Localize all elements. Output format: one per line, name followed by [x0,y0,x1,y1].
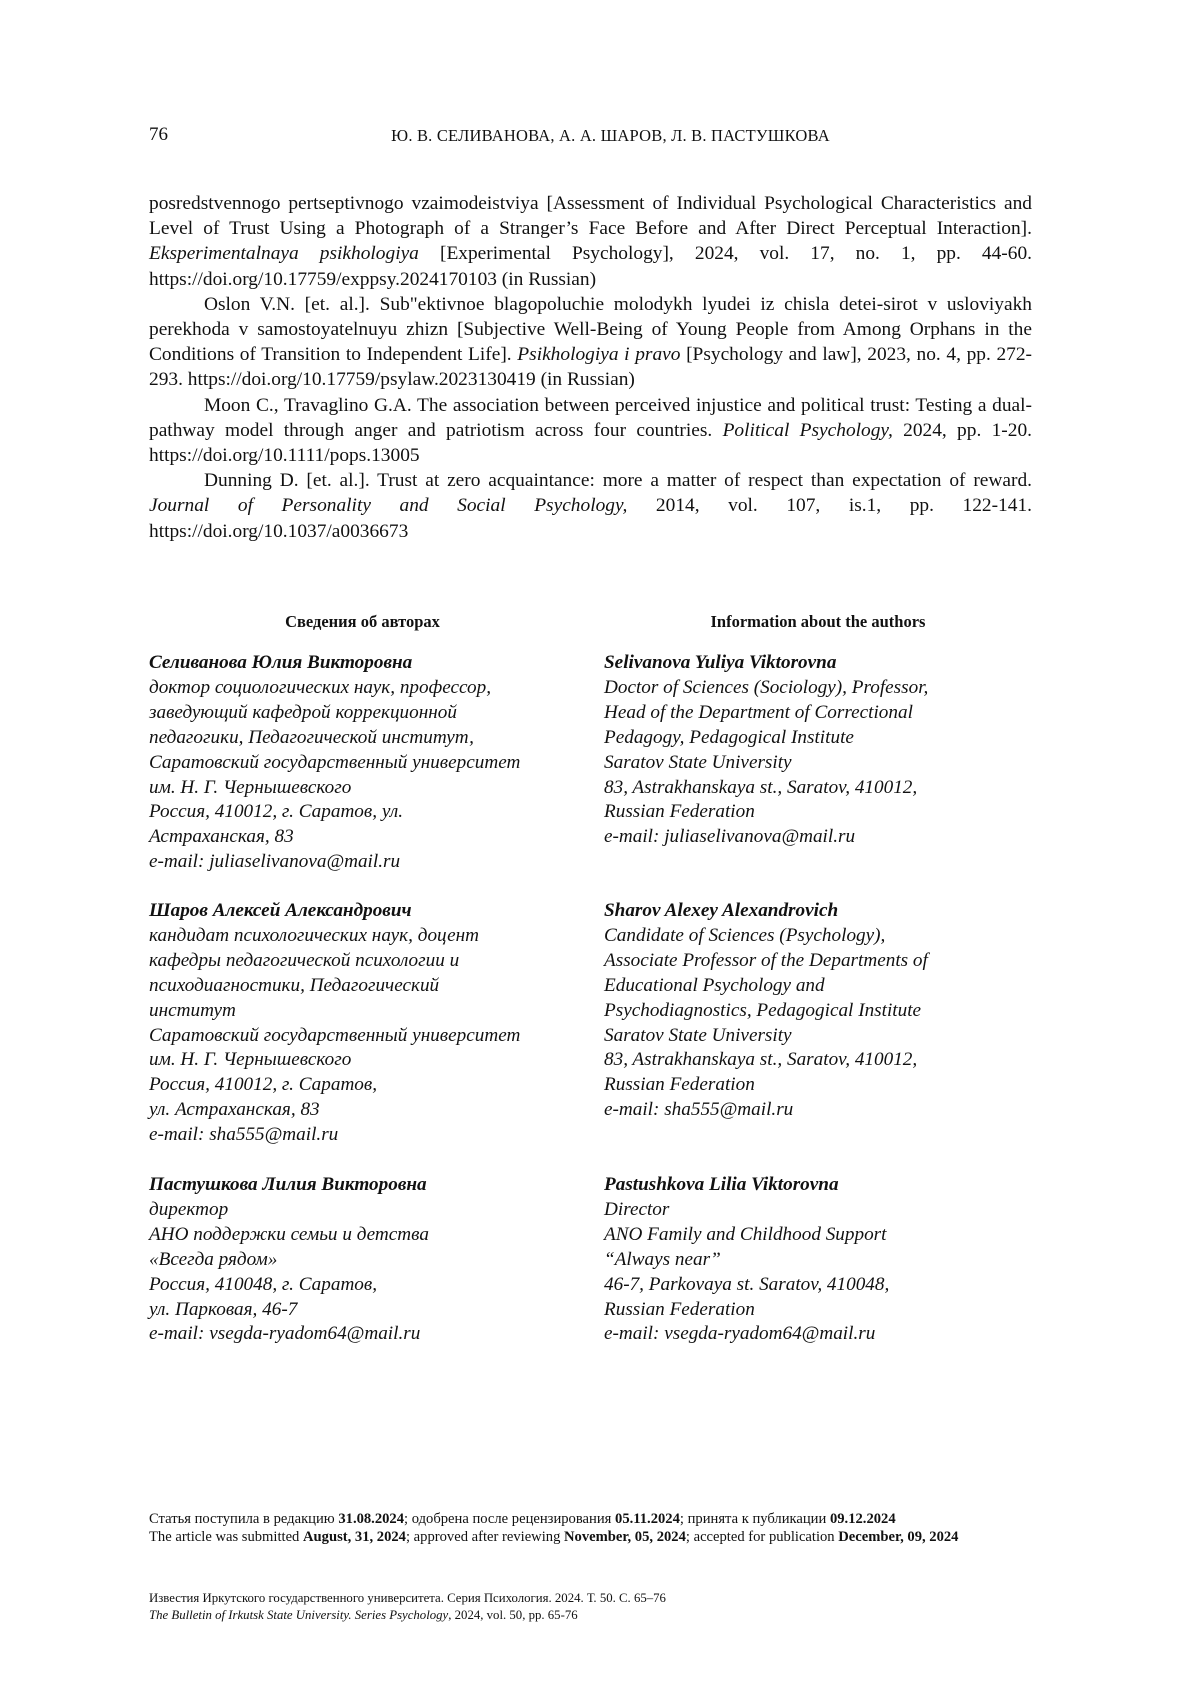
author-card-ru: Пастушкова Лилия Викторовна директор АНО поддержки семьи и детства «Всегда рядом» Россия, 410048, г. Саратов, ул. Парковая, 46-7 e-mail: vsegda-ryadom64@mail.ru [149,1173,429,1347]
author-email: e-mail: juliaselivanova@mail.ru [604,826,856,848]
author-email: e-mail: sha555@mail.ru [149,1124,339,1146]
journal-info-ru: Известия Иркутского государственного университета. Серия Психология. 2024. Т. 50. С. 65–76 [149,1591,666,1605]
reference-item: Oslon V.N. [et. al.]. Sub"ektivnoe blagopoluchie molodykh lyudei iz chisla detei-sirot v usloviyakh perekhoda v samostoyatelnuyu zhizn [Subjective Well-Being of Young People from Among Orphans in the Conditions of Transition to Independent Life]. Psikhologiya i pravo [Psychology and law], 2023, no. 4, pp. 272-293. https://doi.org/10.17759/psylaw.2023130419 (in Russian) [149,293,1032,391]
journal-title: Journal of Personality and Social Psychology, [149,495,628,517]
author-email: e-mail: juliaselivanova@mail.ru [149,851,401,873]
author-email: e-mail: vsegda-ryadom64@mail.ru [604,1323,876,1345]
journal-info [149,1590,1032,1623]
author-name: Пастушкова Лилия Викторовна [149,1174,427,1195]
author-card-ru: Селиванова Юлия Викторовна доктор социологических наук, профессор, заведующий кафедрой коррекционной педагогики, Педагогической институт, Саратовский государственный университет им. Н. Г. Чернышевского Россия, 410012, г. Саратов, ул. Астраханская, 83 e-mail: juliaselivanova@mail.ru [149,651,520,875]
author-name: Шаров Алексей Александрович [149,900,412,921]
reference-item: Dunning D. [et. al.]. Trust at zero acquaintance: more a matter of respect than expectation of reward. Journal of Personality and Social Psychology, 2014, vol. 107, is.1, pp. 122-141. https://doi.org/10.1037/a0036673 [149,470,1032,542]
journal-title: Psikhologiya i pravo [517,344,681,366]
submission-dates [149,1510,1032,1547]
journal-title: Political Psychology, [722,419,893,441]
author-name: Селиванова Юлия Викторовна [149,652,413,673]
authors-heading-en: Information about the authors [710,612,926,631]
author-email: e-mail: sha555@mail.ru [604,1099,794,1121]
submission-ru: Статья поступила в редакцию 31.08.2024; одобрена после рецензирования 05.11.2024; принята к публикации 09.12.2024 [149,1511,896,1527]
submission-en: The article was submitted August, 31, 2024; approved after reviewing November, 05, 2024; accepted for publication December, 09, 2024 [149,1529,959,1546]
author-card-en: Sharov Alexey Alexandrovich Candidate of Sciences (Psychology), Associate Professor of the Departments of Educational Psychology and Psychodiagnostics, Pedagogical Institute Saratov State University 83, Astrakhanskaya st., Saratov, 410012, Russian Federation e-mail: sha555@mail.ru [604,899,928,1123]
journal-title: Eksperimentalnaya psikhologiya [149,243,419,265]
author-name: Selivanova Yuliya Viktorovna [604,652,837,673]
authors-heading-ru: Сведения об авторах [285,612,440,631]
author-card-en: Pastushkova Lilia Viktorovna Director ANO Family and Childhood Support “Always near” 46-7, Parkovaya st. Saratov, 410048, Russian Federation e-mail: vsegda-ryadom64@mail.ru [604,1173,889,1347]
author-name: Pastushkova Lilia Viktorovna [604,1174,839,1195]
references-list [149,191,1032,544]
reference-item: posredstvennogo pertseptivnogo vzaimodeistviya [Assessment of Individual Psychological Characteristics and Level of Trust Using a Photograph of a Stranger’s Face Before and After Direct Perceptual Interaction]. Eksperimentalnaya psikhologiya [Experimental Psychology], 2024, vol. 17, no. 1, pp. 44-60. https://doi.org/10.17759/exppsy.2024170103 (in Russian) [149,193,1033,290]
author-email: e-mail: vsegda-ryadom64@mail.ru [149,1323,421,1345]
running-title: Ю. В. СЕЛИВАНОВА, А. А. ШАРОВ, Л. В. ПАСТУШКОВА [391,126,830,145]
author-name: Sharov Alexey Alexandrovich [604,900,839,921]
author-card-ru: Шаров Алексей Александрович кандидат психологических наук, доцент кафедры педагогической психологии и психодиагностики, Педагогический институт Саратовский государственный университет им. Н. Г. Чернышевского Россия, 410012, г. Саратов, ул. Астраханская, 83 e-mail: sha555@mail.ru [149,899,520,1148]
author-card-en: Selivanova Yuliya Viktorovna Doctor of Sciences (Sociology), Professor, Head of the Department of Correctional Pedagogy, Pedagogical Institute Saratov State University 83, Astrakhanskaya st., Saratov, 410012, Russian Federation e-mail: juliaselivanova@mail.ru [604,651,928,850]
page-header [149,124,1032,148]
journal-info-en: The Bulletin of Irkutsk State University. Series Psychology, 2024, vol. 50, pp. 65-76 [149,1607,578,1622]
reference-item: Moon C., Travaglino G.A. The association between perceived injustice and political trust: Testing a dual-pathway model through anger and patriotism across four countries. Political Psychology, 2024, pp. 1-20. https://doi.org/10.1111/pops.13005 [149,394,1032,467]
page-number: 76 [149,124,168,145]
